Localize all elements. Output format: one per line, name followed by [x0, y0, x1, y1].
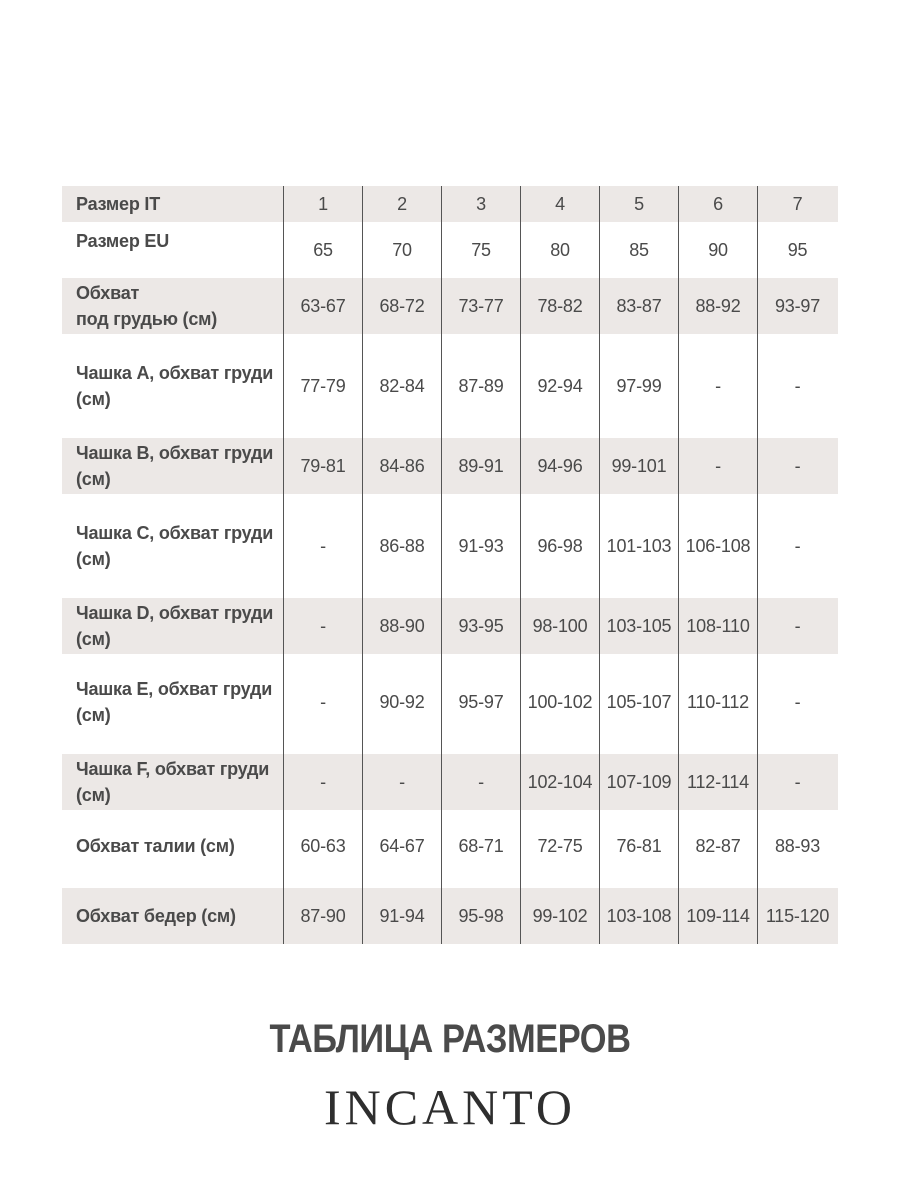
table-cell: -	[283, 754, 362, 810]
table-cell: 79-81	[283, 438, 362, 494]
table-row-cup-a	[62, 358, 838, 414]
table-cell: 82-87	[678, 828, 757, 864]
row-spacer	[62, 654, 838, 674]
spacer-label	[62, 810, 283, 828]
spacer-label	[62, 654, 283, 674]
table-cell: 82-84	[362, 358, 441, 414]
table-cell: 2	[362, 186, 441, 222]
table-cell: 95	[757, 222, 837, 278]
spacer-cell	[362, 414, 441, 438]
row-spacer	[62, 414, 838, 438]
table-cell: 93-95	[441, 598, 520, 654]
table-cell: 108-110	[678, 598, 757, 654]
table-cell: 94-96	[520, 438, 599, 494]
row-label: Чашка C, обхват груди (см)	[76, 523, 274, 569]
spacer-cell	[520, 654, 599, 674]
table-cell: 91-93	[441, 518, 520, 574]
spacer-cell	[520, 574, 599, 598]
spacer-cell	[599, 494, 678, 518]
table-cell: 95-98	[441, 888, 520, 944]
table-cell: 99-102	[520, 888, 599, 944]
spacer-cell	[757, 414, 837, 438]
table-cell: -	[757, 674, 837, 730]
spacer-cell	[283, 864, 362, 888]
table-cell: -	[283, 598, 362, 654]
spacer-cell	[757, 654, 837, 674]
table-cell: 103-108	[599, 888, 678, 944]
table-cell: 101-103	[599, 518, 678, 574]
spacer-label	[62, 414, 283, 438]
spacer-cell	[757, 574, 837, 598]
spacer-cell	[441, 494, 520, 518]
table-cell: 63-67	[283, 278, 362, 334]
table-cell: 107-109	[599, 754, 678, 810]
spacer-cell	[441, 334, 520, 358]
spacer-label	[62, 730, 283, 754]
row-label: Чашка F, обхват груди (см)	[76, 759, 270, 805]
row-label: Чашка E, обхват груди (см)	[76, 679, 273, 725]
table-cell: -	[757, 598, 837, 654]
table-cell: 87-90	[283, 888, 362, 944]
table-cell: 90-92	[362, 674, 441, 730]
spacer-cell	[362, 334, 441, 358]
table-cell: 89-91	[441, 438, 520, 494]
spacer-cell	[362, 574, 441, 598]
spacer-cell	[678, 810, 757, 828]
size-table	[62, 186, 838, 944]
row-label: Обхват под грудью (см)	[76, 283, 218, 329]
table-cell: 112-114	[678, 754, 757, 810]
spacer-cell	[599, 864, 678, 888]
table-cell: 106-108	[678, 518, 757, 574]
spacer-cell	[283, 654, 362, 674]
table-cell: 65	[283, 222, 362, 278]
spacer-cell	[441, 730, 520, 754]
spacer-cell	[283, 574, 362, 598]
table-cell: 85	[599, 222, 678, 278]
table-cell: -	[362, 754, 441, 810]
spacer-cell	[520, 494, 599, 518]
row-spacer	[62, 864, 838, 888]
spacer-cell	[362, 864, 441, 888]
spacer-cell	[362, 730, 441, 754]
row-label: Размер EU	[76, 231, 170, 251]
table-cell: 90	[678, 222, 757, 278]
table-cell: 3	[441, 186, 520, 222]
table-cell: 1	[283, 186, 362, 222]
table-row-cup-c	[62, 518, 838, 574]
spacer-cell	[283, 810, 362, 828]
spacer-cell	[599, 334, 678, 358]
table-cell: 95-97	[441, 674, 520, 730]
spacer-label	[62, 494, 283, 518]
table-row-size-eu	[62, 222, 838, 278]
row-label: Чашка A, обхват груди (см)	[76, 363, 274, 409]
table-cell: 70	[362, 222, 441, 278]
table-cell: 83-87	[599, 278, 678, 334]
table-cell: 80	[520, 222, 599, 278]
spacer-cell	[283, 334, 362, 358]
table-cell: 75	[441, 222, 520, 278]
spacer-label	[62, 864, 283, 888]
table-cell: 84-86	[362, 438, 441, 494]
table-cell: 93-97	[757, 278, 837, 334]
spacer-cell	[678, 494, 757, 518]
table-cell: -	[283, 518, 362, 574]
table-cell: 88-93	[757, 828, 837, 864]
table-row-waist	[62, 828, 838, 864]
table-cell: -	[678, 358, 757, 414]
table-row-cup-d	[62, 598, 838, 654]
table-cell: 92-94	[520, 358, 599, 414]
spacer-cell	[678, 654, 757, 674]
table-cell: 96-98	[520, 518, 599, 574]
row-label: Обхват талии (см)	[76, 836, 235, 856]
spacer-cell	[520, 810, 599, 828]
spacer-cell	[441, 654, 520, 674]
row-spacer	[62, 730, 838, 754]
spacer-cell	[678, 334, 757, 358]
table-cell: 88-92	[678, 278, 757, 334]
table-row-hips	[62, 888, 838, 944]
table-cell: 5	[599, 186, 678, 222]
row-spacer	[62, 810, 838, 828]
spacer-cell	[757, 494, 837, 518]
table-cell: 7	[757, 186, 837, 222]
table-cell: 72-75	[520, 828, 599, 864]
spacer-cell	[599, 730, 678, 754]
table-cell: -	[757, 358, 837, 414]
table-cell: 86-88	[362, 518, 441, 574]
table-cell: 76-81	[599, 828, 678, 864]
row-spacer	[62, 494, 838, 518]
table-cell: 100-102	[520, 674, 599, 730]
table-cell: 103-105	[599, 598, 678, 654]
row-spacer	[62, 334, 838, 358]
spacer-cell	[757, 334, 837, 358]
spacer-label	[62, 574, 283, 598]
table-row-cup-b	[62, 438, 838, 494]
spacer-cell	[757, 730, 837, 754]
row-label: Чашка D, обхват груди (см)	[76, 603, 274, 649]
spacer-cell	[283, 730, 362, 754]
spacer-cell	[441, 810, 520, 828]
spacer-cell	[362, 494, 441, 518]
table-row-underbust	[62, 278, 838, 334]
table-cell: -	[678, 438, 757, 494]
spacer-cell	[678, 574, 757, 598]
spacer-cell	[441, 574, 520, 598]
spacer-cell	[520, 414, 599, 438]
spacer-label	[62, 334, 283, 358]
table-cell: 98-100	[520, 598, 599, 654]
spacer-cell	[599, 654, 678, 674]
table-cell: 60-63	[283, 828, 362, 864]
spacer-cell	[283, 494, 362, 518]
spacer-cell	[362, 810, 441, 828]
table-cell: 87-89	[441, 358, 520, 414]
table-cell: 115-120	[757, 888, 837, 944]
table-cell: 68-72	[362, 278, 441, 334]
table-cell: -	[441, 754, 520, 810]
spacer-cell	[520, 730, 599, 754]
table-cell: -	[757, 518, 837, 574]
spacer-cell	[283, 414, 362, 438]
spacer-cell	[520, 864, 599, 888]
table-cell: 109-114	[678, 888, 757, 944]
table-cell: 77-79	[283, 358, 362, 414]
table-cell: 102-104	[520, 754, 599, 810]
table-cell: -	[757, 754, 837, 810]
spacer-cell	[599, 810, 678, 828]
table-cell: 64-67	[362, 828, 441, 864]
table-cell: -	[283, 674, 362, 730]
table-cell: -	[757, 438, 837, 494]
row-label: Размер IT	[76, 194, 161, 214]
spacer-cell	[678, 414, 757, 438]
spacer-cell	[678, 730, 757, 754]
page-title: ТАБЛИЦА РАЗМЕРОВ	[269, 1017, 631, 1061]
spacer-cell	[599, 414, 678, 438]
table-cell: 73-77	[441, 278, 520, 334]
spacer-cell	[520, 334, 599, 358]
table-cell: 88-90	[362, 598, 441, 654]
spacer-cell	[599, 574, 678, 598]
brand-logo: INCANTO	[323, 1079, 577, 1135]
table-cell: 6	[678, 186, 757, 222]
table-cell: 97-99	[599, 358, 678, 414]
table-cell: 110-112	[678, 674, 757, 730]
table-row-cup-f	[62, 754, 838, 810]
spacer-cell	[441, 864, 520, 888]
spacer-cell	[678, 864, 757, 888]
row-label: Обхват бедер (см)	[76, 906, 236, 926]
row-label: Чашка B, обхват груди (см)	[76, 443, 274, 489]
table-cell: 99-101	[599, 438, 678, 494]
spacer-cell	[441, 414, 520, 438]
table-cell: 4	[520, 186, 599, 222]
table-cell: 91-94	[362, 888, 441, 944]
table-cell: 105-107	[599, 674, 678, 730]
row-spacer	[62, 574, 838, 598]
table-cell: 68-71	[441, 828, 520, 864]
table-row-size-it	[62, 186, 838, 222]
table-row-cup-e	[62, 674, 838, 730]
spacer-cell	[757, 810, 837, 828]
table-cell: 78-82	[520, 278, 599, 334]
spacer-cell	[757, 864, 837, 888]
spacer-cell	[362, 654, 441, 674]
